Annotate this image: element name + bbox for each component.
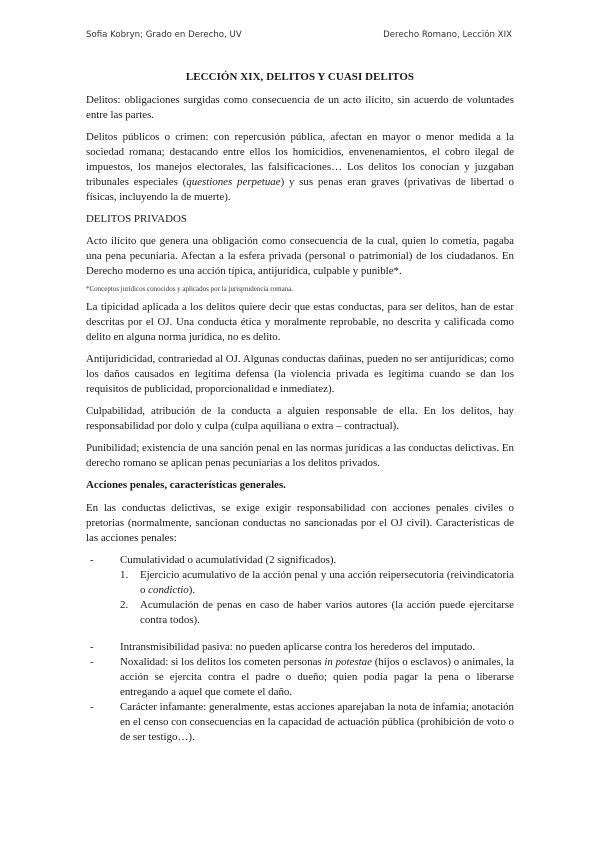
text-run: ). (188, 584, 196, 596)
text-run: Delitos públicos o crimen: con repercusión pública, afectan en mayor o menor medida a la sociedad romana; destacando entre ellos los homicidios, envenenamientos, el cobro ilegal de impuestos, los manejos electorales, las falsificaciones… Los delitos los conocían y juzgaban tribunales especiales ( (86, 131, 514, 188)
list-item-text: Cumulatividad o acumulatividad (2 significados). (120, 554, 337, 566)
text-run: Ejercicio acumulativo de la acción penal y una acción reipersecutoria (reivindicatoria o (140, 569, 514, 596)
text-run: ) y sus penas eran graves (privativas de libertad o físicas, incluyendo la de muerte). (86, 176, 514, 203)
sublist-item (120, 598, 514, 628)
text-run: Noxalidad: si los delitos los cometen personas (120, 656, 325, 668)
characteristics-list (86, 553, 514, 745)
list-item-cumulatividad (86, 553, 514, 628)
subheading: Acciones penales, características generales. (86, 479, 286, 491)
section-heading: DELITOS PRIVADOS (86, 213, 187, 225)
page-title: LECCIÓN XIX, DELITOS Y CUASI DELITOS (185, 71, 415, 83)
document-body (86, 70, 514, 751)
paragraph-culpabilidad: Culpabilidad, atribución de la conducta a alguien responsable de ella. En los delitos, hay responsabilidad por dolo y culpa (culpa aquiliana o extra – contractual). (86, 405, 514, 432)
item-number: 2. (120, 599, 129, 611)
italic-term: questiones perpetuae (186, 176, 281, 188)
list-item-noxalidad (86, 655, 514, 700)
item-number: 1. (120, 569, 129, 581)
paragraph-acciones-penales: En las conductas delictivas, se exige exigir responsabilidad con acciones penales civiles o pretorias (normalmente, sancionan conductas no sancionadas por el OJ civil). Características de las acciones penales: (86, 502, 514, 544)
text-run: (hijos o esclavos) o animales, la acción se ejercita contra el padre o dueño; quien podía pagar la pena o liberarse entregando a aquel que comete el daño. (120, 656, 514, 698)
sublist (120, 568, 514, 628)
paragraph-antijuridicidad: Antijuridicidad, contrariedad al OJ. Algunas conductas dañinas, pueden no ser antijurídicas; como los daños causados en legítima defensa (la violencia privada es legítima cuando se dan los requisitos de publicidad, proporcionalidad e inmediatez). (86, 353, 514, 395)
text-run: Acumulación de penas en caso de haber varios autores (la acción puede ejercitarse contra todos). (140, 599, 514, 626)
paragraph-delitos-definition: Delitos: obligaciones surgidas como consecuencia de un acto ilícito, sin acuerdo de voluntades entre las partes. (86, 94, 514, 121)
sublist-item (120, 568, 514, 598)
list-item-intransmisibilidad: - Intransmisibilidad pasiva: no pueden aplicarse contra los herederos del imputado. (86, 640, 514, 655)
italic-term: in potestae (324, 656, 372, 668)
header-author: Sofia Kobryn; Grado en Derecho, UV (86, 30, 242, 40)
paragraph-acto-ilicito: Acto ilícito que genera una obligación como consecuencia de la cual, quien lo cometía, pagaba una pena pecuniaria. Afectan a la esfera privada (personal o patrimonial) de los ciudadanos. En Derecho moderno es una acción típica, antijurídica, culpable y punible*. (86, 235, 514, 277)
paragraph-punibilidad: Punibilidad; existencia de una sanción penal en las normas jurídicas a las conductas delictivas. En derecho romano se aplican penas pecuniarias a los delitos privados. (86, 442, 514, 469)
paragraph-delitos-publicos (86, 130, 514, 205)
footnote: *Conceptos jurídicos conocidos y aplicados por la jurisprudencia romana. (86, 285, 294, 293)
list-item-caracter-infamante: - Carácter infamante: generalmente, estas acciones aparejaban la nota de infamia; anotación en el censo con consecuencias en la capacidad de actuación pública (prohibición de voto o de ser testigo…). (86, 700, 514, 745)
italic-term: condictio (148, 584, 189, 596)
paragraph-tipicidad: La tipicidad aplicada a los delitos quiere decir que estas conductas, para ser delitos, han de estar descritas por el OJ. Una conducta ética y moralmente reprobable, no descrita y calificada como delito en alguna norma jurídica, no es delito. (86, 301, 514, 343)
header-course: Derecho Romano, Lección XIX (383, 30, 512, 40)
